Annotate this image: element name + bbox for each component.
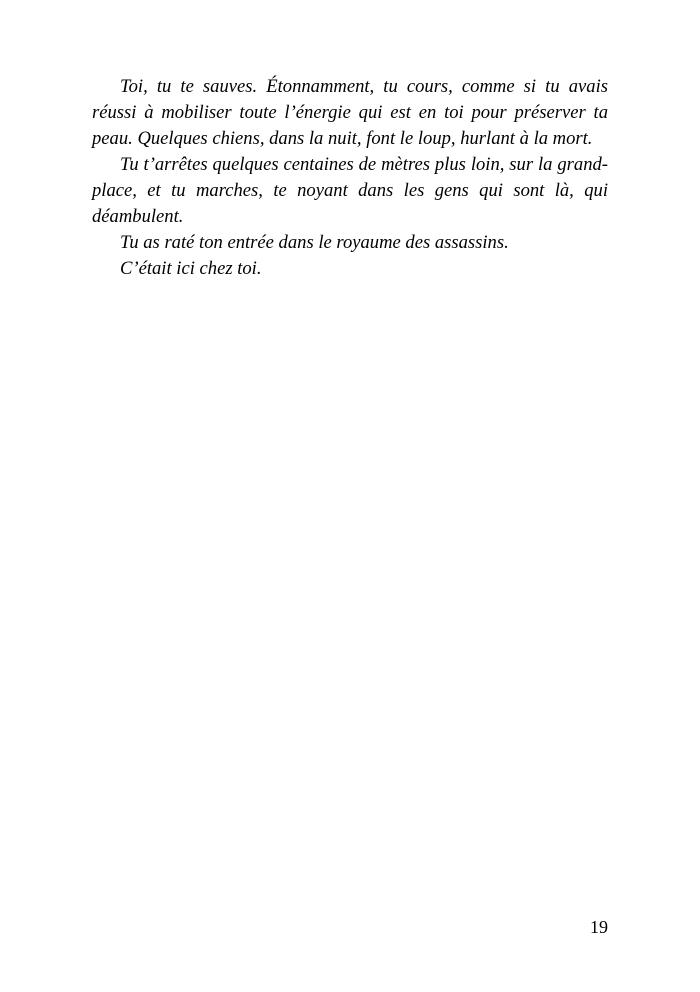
body-text: [92, 74, 608, 282]
paragraph-1: Toi, tu te sauves. Étonnamment, tu cours, comme si tu avais réussi à mobiliser toute l’énergie qui est en toi pour préserver ta peau. Quelques chiens, dans la nuit, font le loup, hurlant à la mort.: [92, 76, 608, 149]
paragraph-2: Tu t’arrêtes quelques centaines de mètres plus loin, sur la grand-place, et tu marches, te noyant dans les gens qui sont là, qui déambulent.: [92, 154, 608, 227]
paragraph-4: C’était ici chez toi.: [120, 258, 262, 279]
page-number: 19: [590, 917, 608, 937]
paragraph-3: Tu as raté ton entrée dans le royaume des assassins.: [120, 232, 509, 253]
